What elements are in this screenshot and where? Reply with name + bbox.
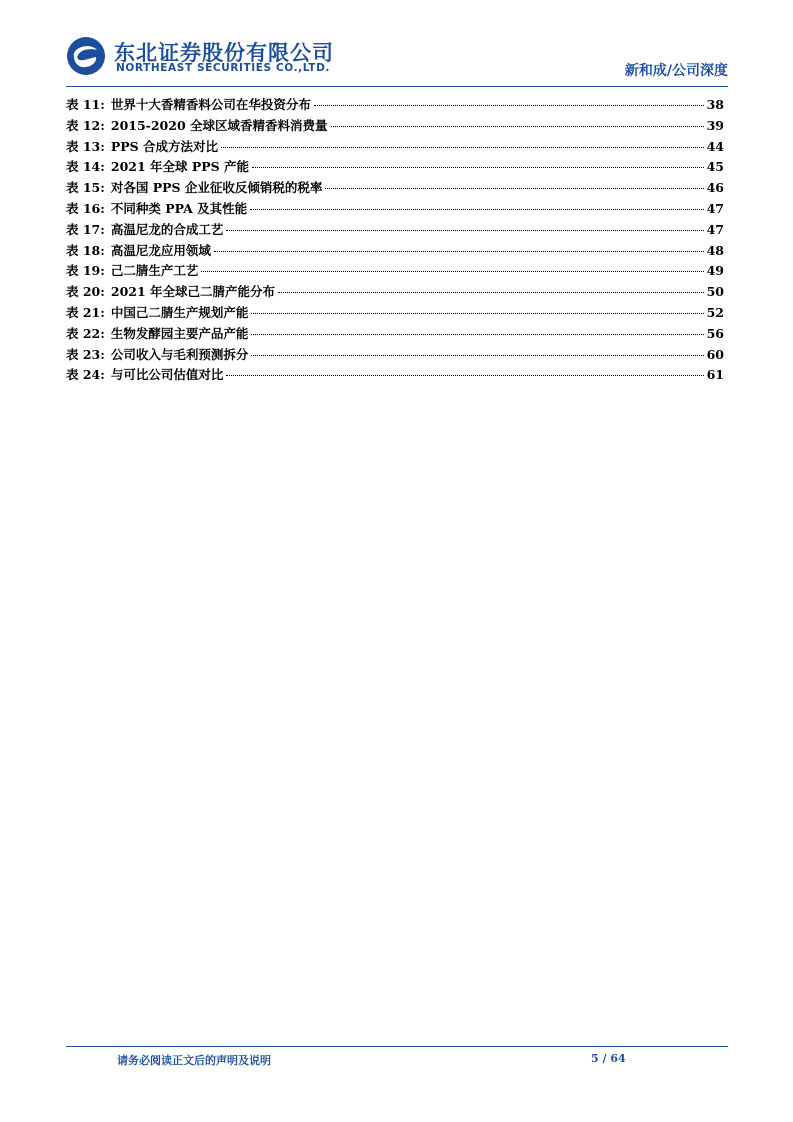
toc-entry[interactable]	[66, 178, 724, 199]
header-divider	[66, 86, 728, 87]
toc-entry-page: 52	[706, 304, 724, 320]
toc-entry[interactable]	[66, 220, 724, 241]
toc-dot-leader	[251, 355, 703, 356]
toc-entry[interactable]	[66, 365, 724, 386]
toc-entry-label: 表 24:	[66, 367, 105, 383]
toc-entry-title: 2021 年全球 PPS 产能	[110, 159, 250, 175]
toc-entry-page: 39	[706, 117, 724, 133]
toc-entry-label: 表 18:	[66, 242, 105, 258]
toc-entry[interactable]	[66, 282, 724, 303]
footer-disclaimer: 请务必阅读正文后的声明及说明	[117, 1054, 271, 1067]
toc-entry[interactable]	[66, 157, 724, 178]
toc-entry-label: 表 22:	[66, 325, 105, 341]
toc-dot-leader	[226, 230, 703, 231]
toc-entry-label: 表 14:	[66, 159, 105, 175]
toc-dot-leader	[250, 209, 703, 210]
toc-dot-leader	[325, 188, 703, 189]
toc-entry-title: 己二腈生产工艺	[110, 263, 199, 279]
toc-entry-page: 45	[706, 159, 724, 175]
toc-entry-title: 公司收入与毛利预测拆分	[110, 346, 249, 362]
toc-entry-page: 60	[706, 346, 724, 362]
report-tag: 新和成/公司深度	[624, 63, 728, 79]
toc-entry-label: 表 13:	[66, 138, 105, 154]
toc-dot-leader	[314, 105, 704, 106]
toc-dot-leader	[252, 167, 704, 168]
toc-entry-label: 表 17:	[66, 221, 105, 237]
toc-entry-title: 高温尼龙应用领域	[110, 242, 211, 258]
toc-entry[interactable]	[66, 241, 724, 262]
toc-entry-title: 中国己二腈生产规划产能	[110, 304, 249, 320]
toc-entry-page: 61	[706, 367, 724, 383]
toc-entry-label: 表 19:	[66, 263, 105, 279]
toc-entry-page: 44	[706, 138, 724, 154]
toc-dot-leader	[214, 251, 704, 252]
toc-entry[interactable]	[66, 137, 724, 158]
toc-entry-title: 世界十大香精香料公司在华投资分布	[110, 97, 311, 112]
toc-entry-label: 表 11:	[66, 97, 105, 112]
toc-entry-label: 表 12:	[66, 117, 105, 133]
toc-entry-label: 表 23:	[66, 346, 105, 362]
toc-entry-title: 2021 年全球己二腈产能分布	[110, 284, 276, 300]
footer-divider	[66, 1046, 728, 1047]
toc-entry-label: 表 16:	[66, 200, 105, 216]
toc-entry[interactable]	[66, 261, 724, 282]
toc-dot-leader	[251, 334, 703, 335]
toc-entry-page: 47	[706, 200, 724, 216]
toc-entry-title: 高温尼龙的合成工艺	[110, 221, 224, 237]
toc-entry-label: 表 15:	[66, 180, 105, 196]
table-of-contents	[66, 95, 724, 386]
page-header	[66, 34, 728, 90]
toc-dot-leader	[226, 375, 703, 376]
company-name-cn: 东北证券股份有限公司	[114, 41, 334, 65]
company-name-en: NORTHEAST SECURITIES CO.,LTD.	[116, 62, 330, 74]
toc-dot-leader	[201, 271, 703, 272]
toc-dot-leader	[221, 147, 704, 148]
toc-entry-title: 与可比公司估值对比	[110, 367, 224, 383]
toc-entry-title: PPS 合成方法对比	[110, 138, 219, 154]
company-logo-icon	[66, 36, 106, 76]
toc-entry[interactable]	[66, 345, 724, 366]
toc-entry[interactable]	[66, 324, 724, 345]
toc-entry-title: 对各国 PPS 企业征收反倾销税的税率	[110, 180, 323, 196]
toc-entry-label: 表 20:	[66, 284, 105, 300]
toc-entry[interactable]	[66, 116, 724, 137]
toc-entry[interactable]	[66, 95, 724, 116]
toc-entry-page: 38	[706, 97, 724, 112]
toc-entry-page: 48	[706, 242, 724, 258]
toc-entry-page: 46	[706, 180, 724, 196]
toc-entry-page: 47	[706, 221, 724, 237]
page-number: 5 / 64	[591, 1052, 626, 1065]
toc-entry-page: 50	[706, 284, 724, 300]
toc-entry[interactable]	[66, 303, 724, 324]
toc-entry-page: 56	[706, 325, 724, 341]
toc-dot-leader	[251, 313, 703, 314]
toc-entry[interactable]	[66, 199, 724, 220]
toc-dot-leader	[331, 126, 704, 127]
toc-entry-title: 2015-2020 全球区域香精香料消费量	[110, 117, 328, 133]
toc-entry-label: 表 21:	[66, 304, 105, 320]
toc-entry-title: 不同种类 PPA 及其性能	[110, 200, 248, 216]
toc-dot-leader	[278, 292, 704, 293]
toc-entry-title: 生物发酵园主要产品产能	[110, 325, 249, 341]
toc-entry-page: 49	[706, 263, 724, 279]
